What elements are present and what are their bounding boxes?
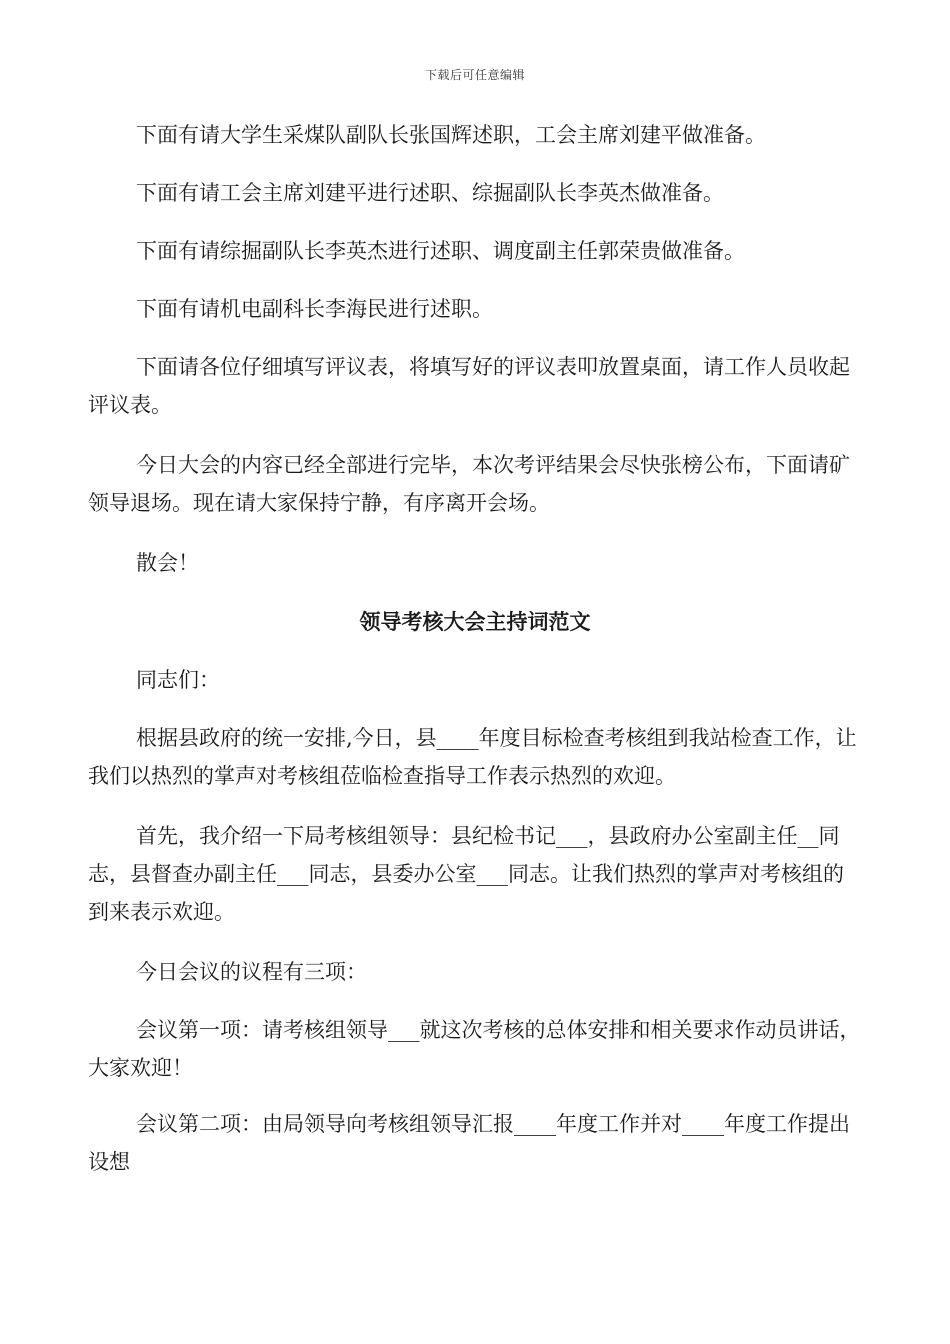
agenda-item: 会议第二项：由局领导向考核组领导汇报____年度工作并对____年度工作提出设想 — [88, 1112, 850, 1174]
paragraph: 今日大会的内容已经全部进行完毕，本次考评结果会尽快张榜公布，下面请矿领导退场。现在请大家保持宁静，有序离开会场。 — [88, 453, 850, 515]
agenda-item: 会议第一项：请考核组领导___就这次考核的总体安排和相关要求作动员讲话，大家欢迎！ — [88, 1018, 861, 1080]
paragraph: 下面请各位仔细填写评议表，将填写好的评议表叩放置桌面，请工作人员收起评议表。 — [88, 355, 850, 417]
paragraph: 下面有请工会主席刘建平进行述职、综掘副队长李英杰做准备。 — [136, 181, 724, 205]
paragraph: 首先，我介绍一下局考核组领导：县纪检书记___，县政府办公室副主任__同志，县督查办副主任___同志，县委办公室___同志。让我们热烈的掌声对考核组的到来表示欢迎。 — [88, 824, 844, 924]
salutation: 同志们： — [136, 668, 220, 692]
paragraph: 根据县政府的统一安排,今日，县____年度目标检查考核组到我站检查工作，让我们以热烈的掌声对考核组莅临检查指导工作表示热烈的欢迎。 — [88, 726, 857, 788]
paragraph: 今日会议的议程有三项： — [136, 960, 367, 984]
closing-line: 散会！ — [136, 551, 199, 575]
paragraph: 下面有请机电副科长李海民进行述职。 — [136, 297, 493, 321]
paragraph: 下面有请大学生采煤队副队长张国辉述职，工会主席刘建平做准备。 — [136, 123, 766, 147]
header-note: 下载后可任意编辑 — [424, 68, 525, 82]
paragraph: 下面有请综掘副队长李英杰进行述职、调度副主任郭荣贵做准备。 — [136, 239, 745, 263]
section-title: 领导考核大会主持词范文 — [359, 609, 591, 634]
